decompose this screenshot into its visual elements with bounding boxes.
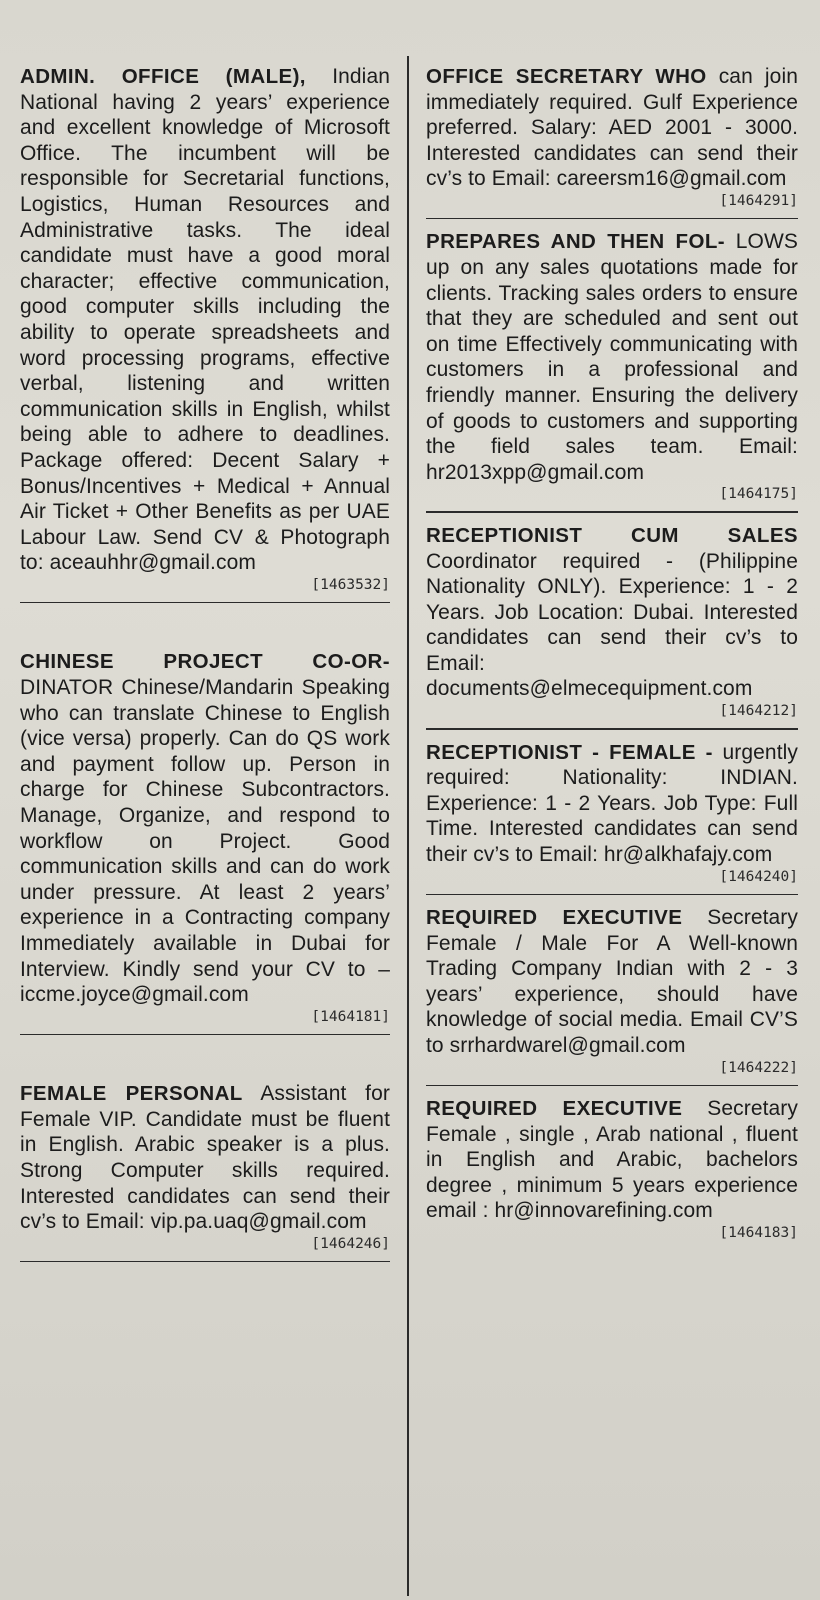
ad-text (20, 649, 390, 1007)
ad-divider (20, 1034, 390, 1036)
ad-reference-number: [1464291] (719, 192, 798, 209)
ad-body: LOWS up on any sales quotations made for clients. Tracking sales orders to ensure that they are scheduled and sent out on time Effectively communicating with customers in a professional and friendly manner. Ensuring the delivery of goods to customers and supporting the field sales team. Email: hr2013xpp@gmail.com (426, 230, 799, 484)
classified-ad-receptionist-cum-sales (426, 523, 798, 730)
ad-reference-number: [1464183] (719, 1225, 798, 1242)
ad-divider (426, 511, 798, 513)
ad-heading: CHINESE PROJECT CO-OR- (20, 650, 390, 674)
ad-heading: OFFICE SECRETARY WHO (426, 65, 707, 88)
ad-heading: REQUIRED EXECUTIVE (426, 1097, 683, 1121)
ad-body: urgently required: Nationality: INDIAN. Experience: 1 - 2 Years. Job Type: Full Time. Interested candidates can send their cv’s to Email: hr@alkhafajy.com (426, 740, 799, 866)
ad-divider (426, 218, 798, 220)
ad-heading: RECEPTIONIST CUM SALES (426, 523, 798, 547)
ad-heading: FEMALE PERSONAL (20, 1082, 243, 1106)
classified-ad-chinese-project-coordinator (20, 649, 390, 1035)
ad-reference-number: [1464222] (719, 1059, 798, 1076)
ad-divider (426, 1085, 798, 1087)
ad-body: Coordinator required - (Philippine Nationality ONLY). Experience: 1 - 2 Years. Job Location: Dubai. Interested candidates can send their cv’s to Email: documents@elmecequipment.com (426, 549, 798, 701)
ad-heading: RECEPTIONIST - FEMALE - (426, 740, 713, 764)
ad-heading: PREPARES AND THEN FOL- (426, 230, 725, 254)
ad-reference-number: [1464246] (311, 1235, 390, 1252)
ad-heading: ADMIN. OFFICE (MALE), (20, 65, 306, 88)
ad-body: Indian National having 2 years’ experience and excellent knowledge of Microsoft Office. The incumbent will be responsible for Secretarial functions, Logistics, Human Resources and Administrative tasks. The ideal candidate must have a good moral character; effective communication, good computer skills including the ability to operate spreadsheets and word processing programs, effective verbal, listening and written communication skills in English, whilst being able to adhere to deadlines. Package offered: Decent Salary + Bonus/Incentives + Medical + Annual Air Ticket + Other Benefits as per UAE Labour Law. Send CV & Photograph to: aceauhhr@gmail.com (20, 65, 391, 575)
ad-heading: REQUIRED EXECUTIVE (426, 906, 683, 930)
ad-body: Secretary Female , single , Arab national , fluent in English and Arabic, bachelors degree , minimum 5 years experience email : hr@innovarefining.com (426, 1097, 798, 1223)
ad-text (426, 1096, 798, 1224)
classified-ad-office-secretary (426, 64, 798, 219)
ad-reference-number: [1464181] (311, 1008, 390, 1025)
ad-divider (426, 728, 798, 730)
ad-text (426, 523, 798, 702)
ad-text (426, 905, 798, 1059)
right-column (426, 58, 798, 1242)
classified-ad-sales-quotations (426, 229, 798, 512)
ad-divider (426, 894, 798, 896)
ad-reference-number: [1464212] (719, 703, 798, 720)
ad-reference-number: [1464175] (719, 486, 798, 503)
ad-text (20, 64, 390, 576)
ad-divider (20, 602, 390, 604)
left-column (20, 58, 390, 1262)
column-divider (407, 56, 409, 1596)
ad-text (20, 1081, 390, 1235)
ad-text (426, 740, 798, 868)
ad-text (426, 64, 798, 192)
ad-body: DINATOR Chinese/Mandarin Speaking who can translate Chinese to English (vice versa) properly. Can do QS work and payment follow up. Person in charge for Chinese Subcontractors. Manage, Organize, and respond to workflow on Project. Good communication skills and can do work under pressure. At least 2 years’ experience in a Contracting company Immediately available in Dubai for Interview. Kindly send your CV to – iccme.joyce@gmail.com (20, 675, 390, 1007)
ad-body: Secretary Female / Male For A Well-known Trading Company Indian with 2 - 3 years’ experience, should have knowledge of social media. Email CV’S to srrhardwarel@gmail.com (426, 906, 798, 1057)
ad-body: can join immediately required. Gulf Experience preferred. Salary: AED 2001 - 3000. Interested candidates can send their cv’s to Email: careersm16@gmail.com (426, 65, 798, 191)
classified-ad-female-personal-assistant (20, 1081, 390, 1262)
ad-text (426, 229, 798, 485)
classified-ad-executive-secretary-trading (426, 905, 798, 1086)
ad-reference-number: [1463532] (311, 576, 390, 593)
ad-divider (20, 1261, 390, 1263)
classified-ad-executive-secretary-arab (426, 1096, 798, 1242)
classified-ad-admin-office (20, 64, 390, 603)
classified-ad-receptionist-female (426, 740, 798, 895)
ad-body: Assistant for Female VIP. Candidate must be fluent in English. Arabic speaker is a plus. Strong Computer skills required. Interested candidates can send their cv’s to Email: vip.pa.uaq@gmail.com (20, 1082, 390, 1234)
ad-reference-number: [1464240] (719, 868, 798, 885)
